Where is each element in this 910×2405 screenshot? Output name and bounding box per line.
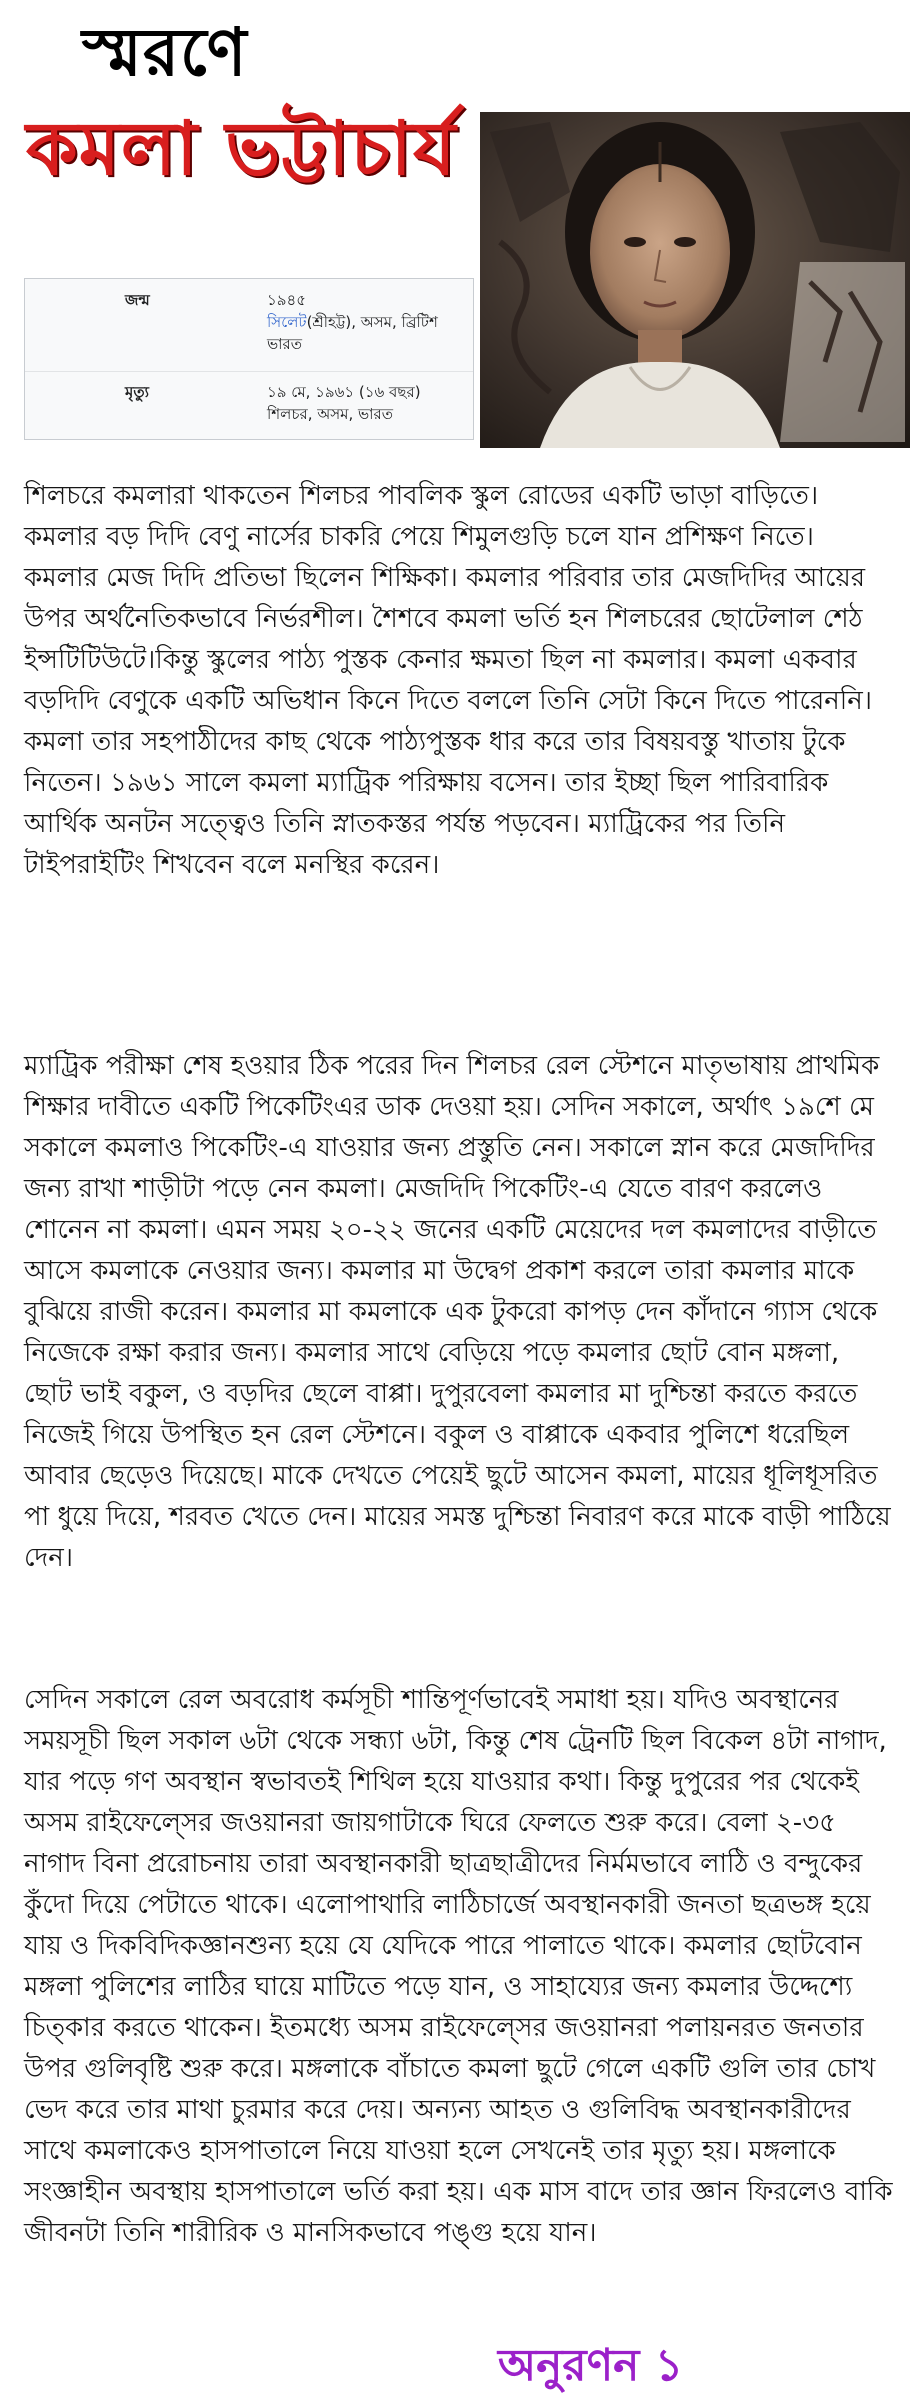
- watermark-text: অনুরণন ১: [498, 2340, 684, 2391]
- born-year: ১৯৪৫: [267, 291, 306, 309]
- born-label: জন্ম: [125, 291, 150, 309]
- born-place-rest: (শ্রীহট্ট), অসম, ব্রিটিশ ভারত: [267, 313, 438, 353]
- born-place-link[interactable]: সিলেট: [267, 313, 307, 331]
- died-place: শিলচর, অসম, ভারত: [267, 405, 394, 423]
- paragraph-shooting: সেদিন সকালে রেল অবরোধ কর্মসূচী শান্তিপূর্ণভাবেই সমাধা হয়। যদিও অবস্থানের সময়সূচী ছিল সকাল ৬টা থেকে সন্ধ্যা ৬টা, কিন্তু শেষ ট্রেনটি ছিল বিকেল ৪টা নাগাদ, যার পড়ে গণ অবস্থান স্বভাবতই শিথিল হয়ে যাওয়ার কথা। কিন্তু দুপুরের পর থেকেই অসম রাইফেল্সের জওয়ানরা জায়গাটাকে ঘিরে ফেলতে শুরু করে। বেলা ২-৩৫ নাগাদ বিনা প্ররোচনায় তারা অবস্থানকারী ছাত্রছাত্রীদের নির্মমভাবে লাঠি ও বন্দুকের কুঁদো দিয়ে পেটাতে থাকে। এলোপাথারি লাঠিচার্জে অবস্থানকারী জনতা ছত্রভঙ্গ হয়ে যায় ও দিকবিদিকজ্ঞানশুন্য হয়ে যে যেদিকে পারে পালাতে থাকে। কমলার ছোটবোন মঙ্গলা পুলিশের লাঠির ঘায়ে মাটিতে পড়ে যান, ও সাহায্যের জন্য কমলার উদ্দেশ্যে চিত্‌কার করতে থাকেন। ইতমধ্যে অসম রাইফেল্সের জওয়ানরা পলায়নরত জনতার উপর গুলিবৃষ্টি শুরু করে। মঙ্গলাকে বাঁচাতে কমলা ছুটে গেলে একটি গুলি তার চোখ ভেদ করে তার মাথা চুরমার করে দেয়। অন্যন্য আহত ও গুলিবিদ্ধ অবস্থানকারীদের সাথে কমলাকেও হাসপাতালে নিয়ে যাওয়া হলে সেখনেই তার মৃত্যু হয়। মঙ্গলাকে সংজ্ঞাহীন অবস্থায় হাসপাতালে ভর্তি করা হয়। এক মাস বাদে তার জ্ঞান ফিরলেও বাকি জীবনটা তিনি শারীরিক ও মানসিকভাবে পঙ্গু হয়ে যান।: [24, 1685, 893, 2248]
- portrait-image: [480, 112, 910, 448]
- paragraph-early-life: শিলচরে কমলারা থাকতেন শিলচর পাবলিক স্কুল রোডের একটি ভাড়া বাড়িতে। কমলার বড় দিদি বেণু নার্সের চাকরি পেয়ে শিমুলগুড়ি চলে যান প্রশিক্ষণ নিতে। কমলার মেজ দিদি প্রতিভা ছিলেন শিক্ষিকা। কমলার পরিবার তার মেজদিদির আয়ের উপর অর্থনৈতিকভাবে নির্ভরশীল। শৈশবে কমলা ভর্তি হন শিলচরের ছোটেলাল শেঠ ইন্সটিটিউটে।কিন্তু স্কুলের পাঠ্য পুস্তক কেনার ক্ষমতা ছিল না কমলার। কমলা একবার বড়দিদি বেণুকে একটি অভিধান কিনে দিতে বললে তিনি সেটা কিনে দিতে পারেননি। কমলা তার সহপাঠীদের কাছ থেকে পাঠ্যপুস্তক ধার করে তার বিষয়বস্তু খাতায় টুকে নিতেন। ১৯৬১ সালে কমলা ম্যাট্রিক পরিক্ষায় বসেন। তার ইচ্ছা ছিল পারিবারিক আর্থিক অনটন সত্ত্বেও তিনি স্নাতকস্তর পর্যন্ত পড়বেন। ম্যাট্রিকের পর তিনি টাইপরাইটিং শিখবেন বলে মনস্থির করেন।: [24, 481, 873, 880]
- died-date: ১৯ মে, ১৯৬১ (১৬ বছর): [267, 383, 421, 401]
- header-remembrance: স্মরণে: [82, 14, 248, 91]
- paragraph-picketing-day: ম্যাট্রিক পরীক্ষা শেষ হওয়ার ঠিক পরের দিন শিলচর রেল স্টেশনে মাতৃভাষায় প্রাথমিক শিক্ষার দাবীতে একটি পিকেটিংএর ডাক দেওয়া হয়। সেদিন সকালে, অর্থাৎ ১৯শে মে সকালে কমলাও পিকেটিং-এ যাওয়ার জন্য প্রস্তুতি নেন। সকালে স্নান করে মেজদিদির জন্য রাখা শাড়ীটা পড়ে নেন কমলা। মেজদিদি পিকেটিং-এ যেতে বারণ করলেও শোনেন না কমলা। এমন সময় ২০-২২ জনের একটি মেয়েদের দল কমলাদের বাড়ীতে আসে কমলাকে নেওয়ার জন্য। কমলার মা উদ্বেগ প্রকাশ করলে তারা কমলার মাকে বুঝিয়ে রাজী করেন। কমলার মা কমলাকে এক টুকরো কাপড় দেন কাঁদানে গ্যাস থেকে নিজেকে রক্ষা করার জন্য। কমলার সাথে বেড়িয়ে পড়ে কমলার ছোট বোন মঙ্গলা, ছোট ভাই বকুল, ও বড়দির ছেলে বাপ্পা। দুপুরবেলা কমলার মা দুশ্চিন্তা করতে করতে নিজেই গিয়ে উপস্থিত হন রেল স্টেশনে। বকুল ও বাপ্পাকে একবার পুলিশে ধরেছিল আবার ছেড়েও দিয়েছে। মাকে দেখতে পেয়েই ছুটে আসেন কমলা, মায়ের ধূলিধূসরিত পা ধুয়ে দিয়ে, শরবত খেতে দেন। মায়ের সমস্ত দুশ্চিন্তা নিবারণ করে মাকে বাড়ী পাঠিয়ে দেন।: [24, 1051, 891, 1573]
- died-value: [267, 381, 467, 425]
- header-name-title: কমলা ভট্টাচার্য: [26, 106, 457, 192]
- infobox: [24, 278, 474, 440]
- infobox-row-born: [25, 279, 473, 372]
- infobox-row-died: [25, 371, 473, 439]
- born-place: [267, 311, 467, 355]
- born-value: [267, 289, 467, 355]
- died-label: মৃত্যু: [125, 383, 149, 401]
- portrait-photo: [480, 112, 910, 448]
